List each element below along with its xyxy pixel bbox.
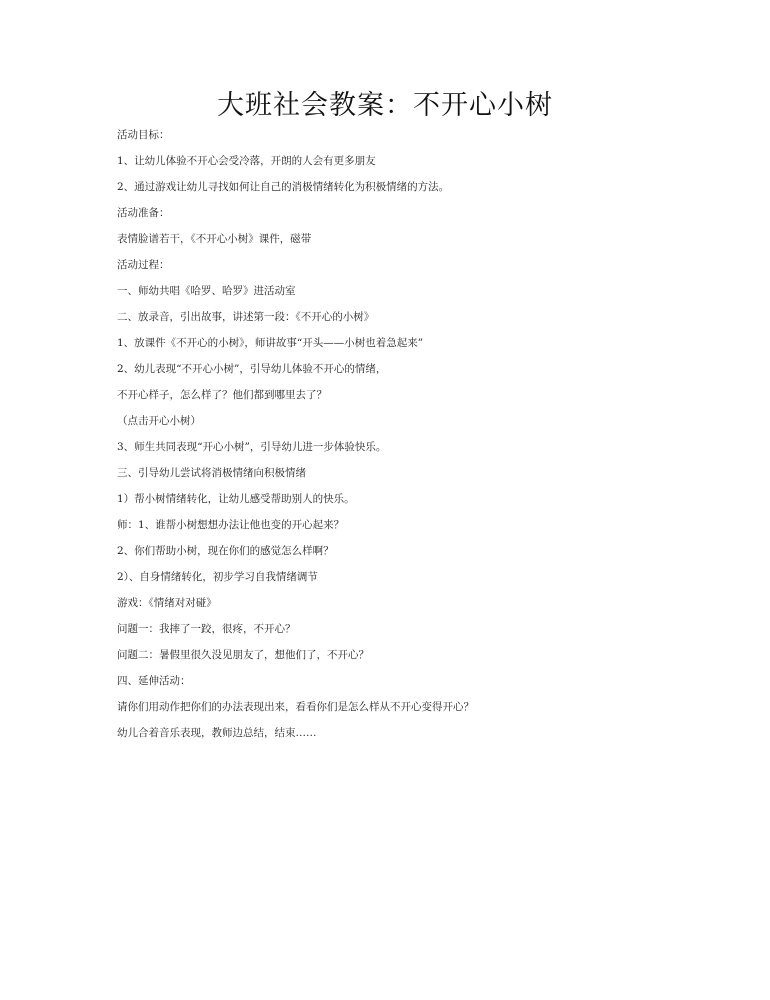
paragraph: 2、你们帮助小树，现在你们的感觉怎么样啊？: [117, 545, 334, 557]
paragraph: 问题二：暑假里很久没见朋友了，想他们了，不开心？: [117, 649, 369, 661]
paragraph: 请你们用动作把你们的办法表现出来，看看你们是怎么样从不开心变得开心？: [117, 701, 474, 713]
paragraph: 2）、自身情绪转化，初步学习自我情绪调节: [117, 571, 318, 583]
paragraph: 活动过程：: [117, 259, 170, 271]
paragraph: 1、放课件《不开心的小树》，师讲故事“开头——小树也着急起来”: [117, 337, 424, 349]
paragraph: 二、放录音，引出故事，讲述第一段：《不开心的小树》: [117, 311, 375, 323]
paragraph: 2、通过游戏让幼儿寻找如何让自己的消极情绪转化为积极情绪的方法。: [117, 181, 450, 193]
paragraph: 1、让幼儿体验不开心会受冷落，开朗的人会有更多朋友: [117, 155, 376, 167]
paragraph: 问题一：我摔了一跤，很疼，不开心？: [117, 623, 296, 635]
paragraph: 一、师幼共唱《哈罗、哈罗》进活动室: [117, 285, 296, 297]
paragraph: 四、延伸活动：: [117, 675, 191, 687]
document-title: 大班社会教案：不开心小树: [217, 90, 553, 121]
paragraph: 表情脸谱若干，《不开心小树》课件，磁带: [117, 233, 312, 245]
paragraph: 3、师生共同表现“开心小树”，引导幼儿进一步体验快乐。: [117, 441, 387, 453]
paragraph: 不开心样子，怎么样了？他们都到哪里去了？: [117, 389, 327, 401]
paragraph: 幼儿合着音乐表现，教师边总结，结束……: [117, 727, 317, 739]
paragraph: 活动目标：: [117, 129, 170, 141]
paragraph: 1）帮小树情绪转化，让幼儿感受帮助别人的快乐。: [117, 493, 355, 505]
paragraph: （点击开心小树）: [117, 415, 201, 427]
document-body: [117, 122, 717, 746]
paragraph: 师：1、谁帮小树想想办法让他也变的开心起来？: [117, 519, 345, 531]
paragraph: 三、引导幼儿尝试将消极情绪向积极情绪: [117, 467, 306, 479]
paragraph: 2、幼儿表现“不开心小树”，引导幼儿体验不开心的情绪，: [117, 363, 387, 375]
paragraph: 游戏：《情绪对对碰》: [117, 597, 217, 609]
paragraph: 活动准备：: [117, 207, 170, 219]
